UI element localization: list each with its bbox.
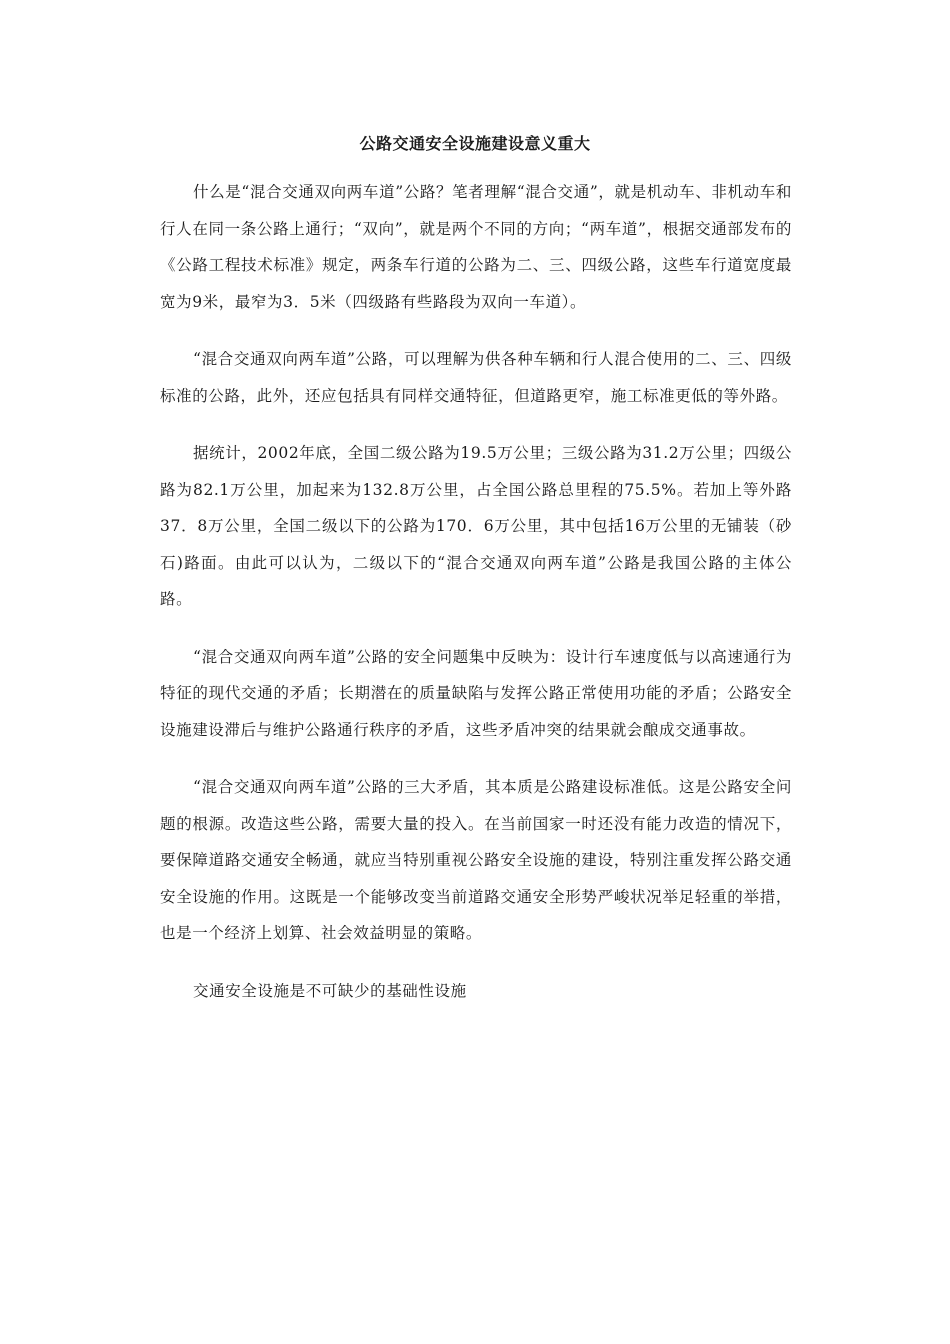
paragraph-2: “混合交通双向两车道”公路，可以理解为供各种车辆和行人混合使用的二、三、四级标准的公路，此外，还应包括具有同样交通特征，但道路更窄，施工标准更低的等外路。 [160,350,792,405]
document-body [160,174,792,1009]
section-heading: 交通安全设施是不可缺少的基础性设施 [193,981,467,1000]
document-title: 公路交通安全设施建设意义重大 [359,134,591,153]
paragraph-4: “混合交通双向两车道”公路的安全问题集中反映为：设计行车速度低与以高速通行为特征的现代交通的矛盾；长期潜在的质量缺陷与发挥公路正常使用功能的矛盾；公路安全设施建设滞后与维护公路通行秩序的矛盾，这些矛盾冲突的结果就会酿成交通事故。 [160,647,792,739]
paragraph-1: 什么是“混合交通双向两车道”公路？笔者理解“混合交通”，就是机动车、非机动车和行人在同一条公路上通行；“双向”，就是两个不同的方向；“两车道”，根据交通部发布的《公路工程技术标准》规定，两条车行道的公路为二、三、四级公路，这些车行道宽度最宽为9米，最窄为3．5米（四级路有些路段为双向一车道）。 [160,183,792,311]
paragraph-5: “混合交通双向两车道”公路的三大矛盾，其本质是公路建设标准低。这是公路安全问题的根源。改造这些公路，需要大量的投入。在当前国家一时还没有能力改造的情况下，要保障道路交通安全畅通，就应当特别重视公路安全设施的建设，特别注重发挥公路交通安全设施的作用。这既是一个能够改变当前道路交通安全形势严峻状况举足轻重的举措，也是一个经济上划算、社会效益明显的策略。 [160,778,792,942]
paragraph-3: 据统计，2002年底，全国二级公路为19.5万公里；三级公路为31.2万公里；四级公路为82.1万公里，加起来为132.8万公里，占全国公路总里程的75.5%。若加上等外路37．8万公里，全国二级以下的公路为170．6万公里，其中包括16万公里的无铺装（砂石)路面。由此可以认为，二级以下的“混合交通双向两车道”公路是我国公路的主体公路。 [160,444,792,608]
